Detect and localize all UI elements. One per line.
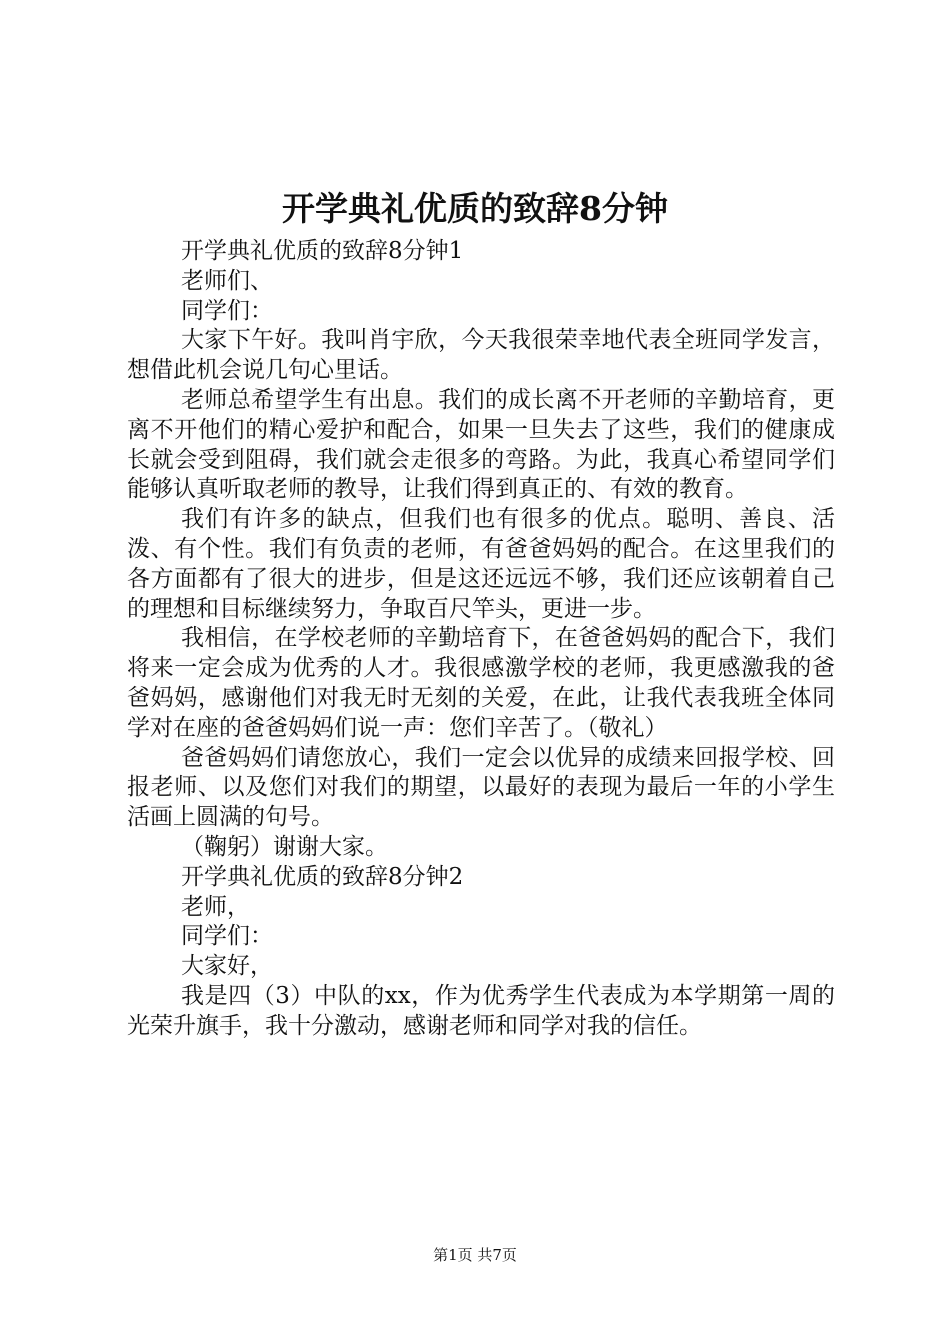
document-title: 开学典礼优质的致辞8分钟 <box>282 189 668 228</box>
paragraph: 我们有许多的缺点，但我们也有很多的优点。聪明、善良、活泼、有个性。我们有负责的老师，有爸爸妈妈的配合。在这里我们的各方面都有了很大的进步，但是这还远远不够，我们还应该朝着自己的理想和目标继续努力，争取百尺竿头，更进一步。 <box>127 506 835 622</box>
paragraph: 同学们： <box>181 297 273 324</box>
paragraph: 大家下午好。我叫肖宇欣，今天我很荣幸地代表全班同学发言，想借此机会说几句心里话。 <box>127 327 835 384</box>
document-body <box>127 237 835 1042</box>
page-footer: 第1页 共7页 <box>433 1246 517 1264</box>
paragraph: 大家好， <box>181 953 273 980</box>
paragraph: 老师， <box>181 893 250 920</box>
paragraph: 我相信，在学校老师的辛勤培育下，在爸爸妈妈的配合下，我们将来一定会成为优秀的人才。我很感激学校的老师，我更感激我的爸爸妈妈，感谢他们对我无时无刻的关爱，在此，让我代表我班全体同学对在座的爸爸妈妈们说一声：您们辛苦了。（敬礼） <box>127 625 835 741</box>
paragraph: 开学典礼优质的致辞8分钟1 <box>181 238 464 264</box>
paragraph: 爸爸妈妈们请您放心，我们一定会以优异的成绩来回报学校、回报老师、以及您们对我们的期望，以最好的表现为最后一年的小学生活画上圆满的句号。 <box>127 744 835 831</box>
paragraph: 老师们、 <box>181 267 273 294</box>
paragraph: 开学典礼优质的致辞8分钟2 <box>181 863 464 890</box>
paragraph: 同学们： <box>181 923 273 950</box>
paragraph: 我是四（3）中队的xx，作为优秀学生代表成为本学期第一周的光荣升旗手，我十分激动，感谢老师和同学对我的信任。 <box>127 982 835 1039</box>
paragraph: 老师总希望学生有出息。我们的成长离不开老师的辛勤培育，更离不开他们的精心爱护和配合，如果一旦失去了这些，我们的健康成长就会受到阻碍，我们就会走很多的弯路。为此，我真心希望同学们能够认真听取老师的教导，让我们得到真正的、有效的教育。 <box>127 386 835 503</box>
paragraph: （鞠躬）谢谢大家。 <box>181 833 388 860</box>
